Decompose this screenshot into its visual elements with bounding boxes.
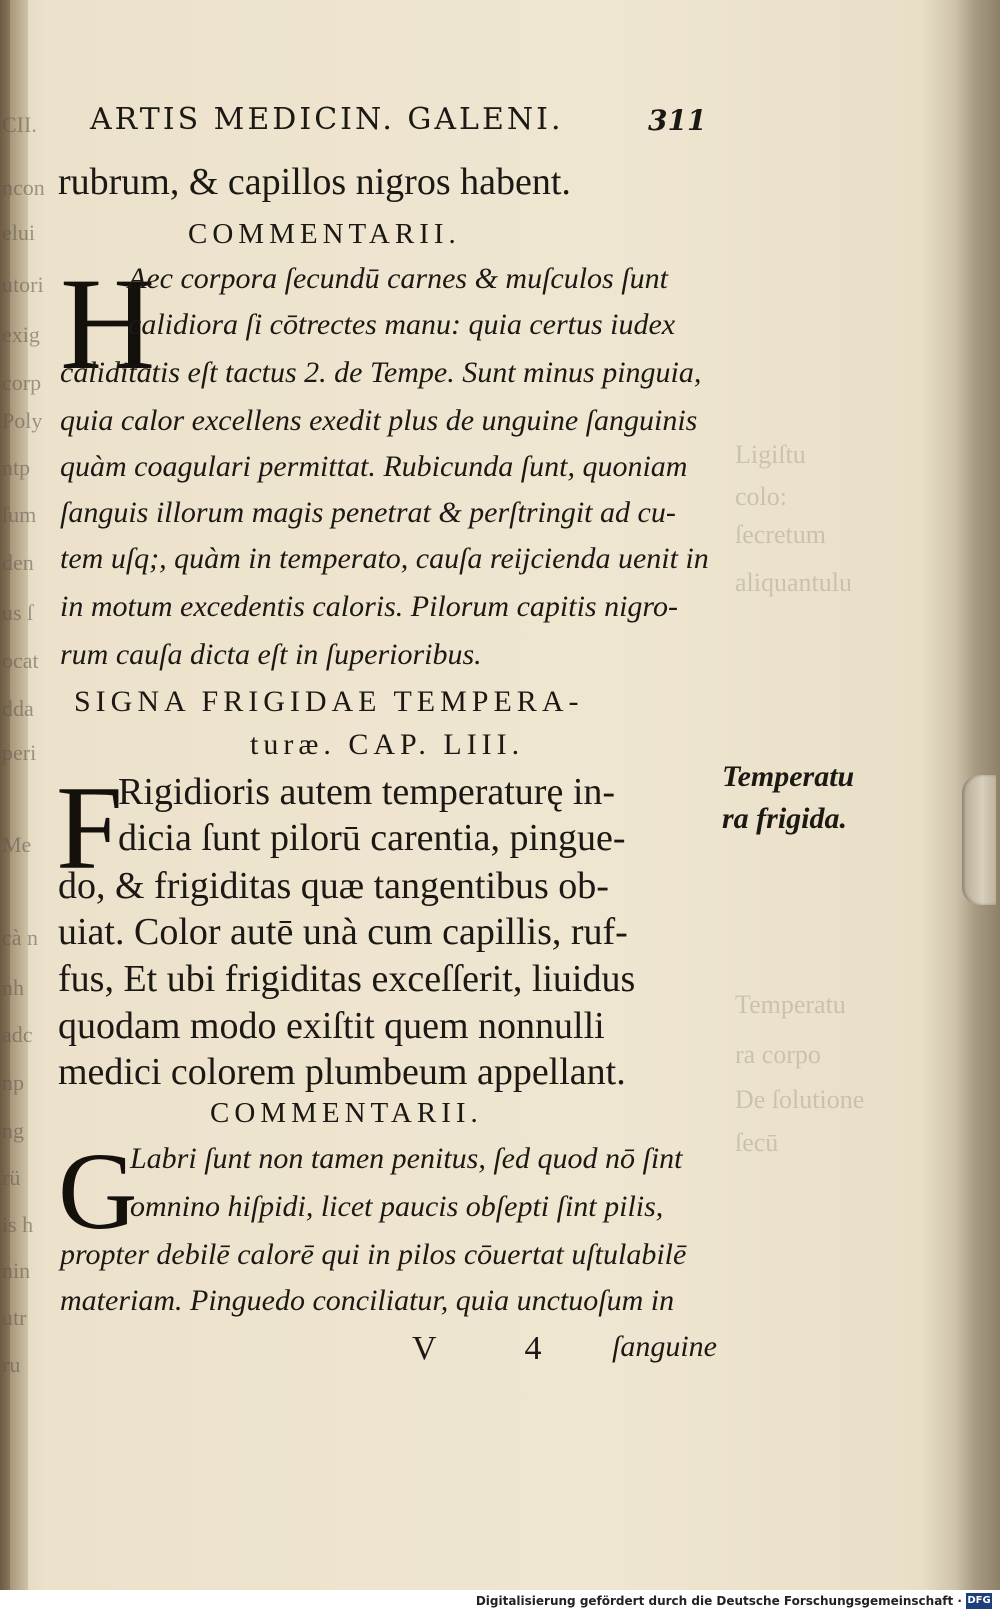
text-line: rubrum, & capillos nigros habent. [58, 161, 571, 203]
show-through-text: aliquantulu [735, 568, 852, 597]
show-through-text: ſecretum [735, 520, 826, 549]
facing-page-fragment: utr [2, 1305, 27, 1330]
facing-page-fragment: ncon [2, 175, 45, 200]
folio-number: 311 [648, 104, 707, 137]
show-through-text: colo: [735, 482, 787, 511]
facing-page-fragment: us ſ [2, 600, 34, 625]
drop-cap: H [60, 250, 156, 397]
facing-page-fragment: peri [2, 740, 37, 765]
drop-cap: G [58, 1130, 138, 1252]
text-line: uiat. Color autē unà cum capillis, ruf- [58, 911, 628, 953]
text-line: quodam modo exiſtit quem nonnulli [58, 1005, 605, 1047]
facing-page-fragment: ru [2, 1352, 21, 1377]
facing-page-fragment: exig [2, 322, 40, 347]
section-heading: COMMENTARII. [210, 1097, 483, 1129]
facing-page-fragment: adc [2, 1022, 33, 1047]
facing-page-fragment: den [2, 550, 34, 575]
catchword: ſanguine [612, 1330, 717, 1363]
facing-page-fragment: Poly [2, 408, 43, 433]
show-through-text: Ligiſtu [735, 440, 806, 469]
text-line: rum cauſa dicta eſt in ſuperioribus. [60, 638, 482, 671]
text-line: fus, Et ubi frigiditas exceſſerit, liuidus [58, 958, 636, 1000]
margin-note: Temperatu [722, 760, 855, 793]
text-line: Aec corpora ſecundū carnes & muſculos ſunt [128, 262, 668, 295]
text-line: caliditatis eſt tactus 2. de Tempe. Sunt minus pinguia, [60, 356, 702, 389]
facing-page-fragment: ocat [2, 648, 39, 673]
funding-credit: Digitalisierung gefördert durch die Deutsche Forschungsgemeinschaft · [475, 1594, 962, 1608]
signature-mark: V 4 [412, 1330, 582, 1367]
facing-page-fragment: is h [2, 1212, 34, 1237]
digitization-footer [0, 1590, 1000, 1616]
facing-page-fragment: ntp [2, 455, 31, 480]
drop-cap: F [56, 761, 123, 894]
text-line: tem uſq;, quàm in temperato, cauſa reijcienda uenit in [60, 542, 709, 575]
text-line: ſanguis illorum magis penetrat & perſtringit ad cu- [60, 496, 676, 529]
facing-page-fragment: CII. [2, 112, 37, 137]
text-line: in motum excedentis caloris. Pilorum capitis nigro- [60, 590, 678, 623]
facing-page-fragment: dda [2, 696, 34, 721]
facing-page-fragment: ſum [2, 502, 37, 527]
facing-page-fragment: ng [2, 1118, 24, 1143]
text-line: medici colorem plumbeum appellant. [58, 1051, 626, 1093]
text-line: omnino hiſpidi, licet paucis obſepti ſint pilis, [130, 1190, 664, 1223]
facing-page-fragment: nh [2, 975, 24, 1000]
facing-page-fragment: nin [2, 1258, 31, 1283]
text-line: Labri ſunt non tamen penitus, ſed quod nō ſint [130, 1142, 683, 1175]
text-line: dicia ſunt pilorū carentia, pingue- [118, 817, 626, 859]
text-line: do, & frigiditas quæ tangentibus ob- [58, 865, 609, 907]
facing-page-fragment: elui [2, 220, 35, 245]
text-line: Rigidioris autem temperaturę in- [118, 771, 616, 813]
page-clip [962, 775, 996, 905]
section-heading: COMMENTARII. [188, 218, 461, 250]
facing-page-fragment: cà n [2, 925, 39, 950]
show-through-text: ſecū [735, 1128, 779, 1157]
facing-page-fragment: corp [2, 370, 42, 395]
running-title: ARTIS MEDICIN. GALENI. [90, 102, 564, 137]
dfg-logo: DFG [966, 1593, 992, 1609]
facing-page-fragment: np [2, 1070, 24, 1095]
chapter-number: turæ. CAP. LIII. [250, 728, 525, 761]
text-line: quia calor excellens exedit plus de unguine ſanguinis [60, 404, 698, 437]
facing-page-fragment: rü [2, 1165, 21, 1190]
facing-page-fragment: utori [2, 272, 44, 297]
text-line: materiam. Pinguedo conciliatur, quia unctuoſum in [60, 1284, 675, 1317]
facing-page-fragment: Me [2, 832, 32, 857]
text-line: propter debilē calorē qui in pilos cōuertat uſtulabilē [60, 1238, 687, 1271]
show-through-text: ra corpo [735, 1040, 821, 1069]
chapter-heading: SIGNA FRIGIDAE TEMPERA- [74, 685, 584, 718]
text-line: quàm coagulari permittat. Rubicunda ſunt, quoniam [60, 450, 688, 483]
text-line: calidiora ſi cōtrectes manu: quia certus iudex [128, 308, 676, 341]
show-through-text: Temperatu [735, 990, 846, 1019]
margin-note: ra frigida. [722, 802, 848, 835]
show-through-text: De ſolutione [735, 1085, 865, 1114]
